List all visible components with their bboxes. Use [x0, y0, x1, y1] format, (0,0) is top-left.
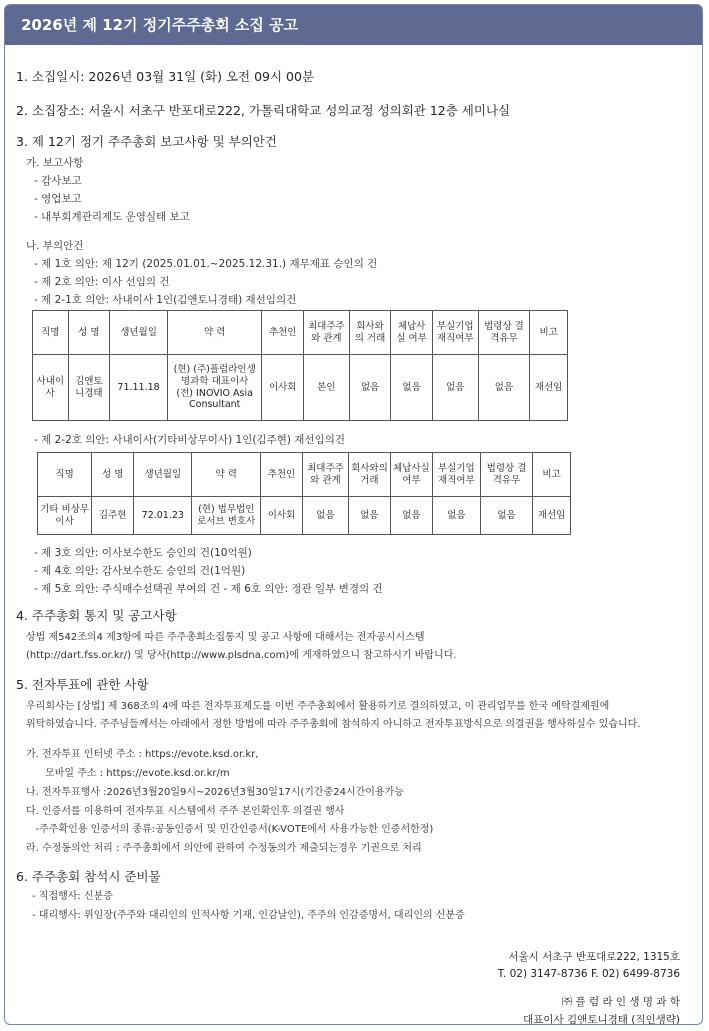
table-row [33, 355, 568, 421]
notice-line: (http://dart.fss.or.kr/) 및 당사(http://www.plsdna.com)에 게재하였으니 참고하시기 바랍니다. [26, 650, 457, 661]
evote-line: 위탁하였습니다. 주주님들께서는 아래에서 정한 방법에 따라 주주총회에 참석하지 아니하고 전자투표방식으로 의결권을 행사하실수 있습니다. [26, 719, 641, 730]
col-header: 부실기업 재직여부 [432, 453, 480, 497]
table-cell: 없음 [432, 355, 478, 421]
table-cell: 재선임 [533, 497, 571, 535]
preparation-item: - 직접행사: 신분증 [32, 891, 113, 902]
evote-item: 모바일 주소 : https://evote.ksd.or.kr/m [26, 768, 230, 779]
col-header: 체납사실 여부 [390, 453, 432, 497]
evote-item: 나. 전자투표행사 :2026년3월20일9시~2026년3월30일17시(기간중24시간이용가능 [26, 787, 404, 798]
col-header: 직명 [38, 453, 92, 497]
col-header: 생년월일 [134, 453, 192, 497]
report-item: - 내부회계관리제도 운영실태 보고 [34, 211, 190, 223]
company-address: 서울시 서초구 반포대로222, 1315호 [508, 951, 680, 963]
agenda-item: - 제 3호 의안: 이사보수한도 승인의 건(10억원) [34, 547, 252, 559]
item-evote-heading: 5. 전자투표에 관한 사항 [16, 677, 149, 692]
table-cell: 이사회 [262, 355, 304, 421]
col-header: 법령상 결격유무 [480, 453, 532, 497]
col-header: 약 력 [192, 453, 261, 497]
agenda-title: 나. 부의안건 [26, 240, 84, 252]
item-notice-heading: 4. 주주총회 통지 및 공고사항 [16, 608, 177, 623]
col-header: 비고 [530, 311, 568, 355]
table-cell: 재선임 [530, 355, 568, 421]
agenda-item: - 제 5호 의안: 주식매수선택권 부여의 건 - 제 6호 의안: 정관 일부 변경의 건 [34, 583, 383, 595]
table-cell: 기타 비상무 이사 [38, 497, 92, 535]
col-header: 추천인 [261, 453, 303, 497]
table-row [38, 497, 571, 535]
table-cell: 없음 [480, 497, 532, 535]
company-name: ㈜ 플 럼 라 인 생 명 과 학 [561, 996, 680, 1008]
notice-line: 상법 제542조의4 제3항에 따른 주주총회소집통지 및 공고 사항에 대해서는 전자공시시스템 [26, 632, 425, 643]
agenda-item: - 제 4호 의안: 감사보수한도 승인의 건(1억원) [34, 565, 246, 577]
table-cell: 71.11.18 [110, 355, 168, 421]
agenda-item: - 제 2-1호 의안: 사내이사 1인(김앤토니경태) 재선임의건 [34, 294, 297, 306]
col-header: 비고 [533, 453, 571, 497]
candidate-table-1 [32, 310, 568, 421]
table-cell: 김주현 [92, 497, 134, 535]
item-meeting-date: 1. 소집일시: 2026년 03월 31일 (화) 오전 09시 00분 [16, 69, 315, 84]
table-cell: 없음 [391, 355, 433, 421]
col-header: 약 력 [168, 311, 262, 355]
item-agenda-heading: 3. 제 12기 정기 주주총회 보고사항 및 부의안건 [16, 134, 277, 149]
agenda-item: - 제 1호 의안: 제 12기 (2025.01.01.~2025.12.31.) 재무제표 승인의 건 [34, 258, 378, 270]
table-cell: 김앤토니경태 [68, 355, 110, 421]
col-header: 생년월일 [110, 311, 168, 355]
evote-item: 가. 전자투표 인터넷 주소 : https://evote.ksd.or.kr, [26, 749, 259, 760]
table-cell: 없음 [390, 497, 432, 535]
table-cell: 없음 [348, 497, 390, 535]
col-header: 부실기업 재직여부 [432, 311, 478, 355]
table-cell: 없음 [478, 355, 530, 421]
table-cell: (현) (주)플럼라인생명과학 대표이사 (전) INOVIO Asia Consultant [168, 355, 262, 421]
agenda-item: - 제 2-2호 의안: 사내이사(기타비상무이사) 1인(김주현) 재선임의건 [34, 434, 345, 446]
evote-item: 다. 인증서를 이용하여 전자투표 시스템에서 주주 본인확인후 의결권 행사 [26, 806, 345, 817]
table-cell: 사내이사 [33, 355, 69, 421]
preparation-item: - 대리행사: 위임장(주주와 대리인의 인적사항 기재, 인감날인), 주주의 인감증명서, 대리인의 신분증 [32, 910, 465, 921]
table-cell: 본인 [304, 355, 350, 421]
col-header: 직명 [33, 311, 69, 355]
col-header: 법령상 결격유무 [478, 311, 530, 355]
company-ceo: 대표이사 김앤토니경태 (직인생략) [523, 1014, 680, 1025]
report-title: 가. 보고사항 [26, 157, 84, 169]
evote-item: 라. 수정동의안 처리 : 주주총회에서 의안에 관하여 수정동의가 제출되는경우 기권으로 처리 [26, 843, 422, 854]
col-header: 회사와의 거래 [348, 453, 390, 497]
notice-title: 2026년 제 12기 정기주주총회 소집 공고 [5, 5, 702, 45]
col-header: 최대주주와 관계 [302, 453, 348, 497]
item-meeting-place: 2. 소집장소: 서울시 서초구 반포대로222, 가톨릭대학교 성의교정 성의회관 12층 세미나실 [16, 103, 511, 118]
col-header: 체납사실 여부 [391, 311, 433, 355]
evote-line: 우리회사는 [상법] 제 368조의 4에 따른 전자투표제도를 이번 주주총회에서 활용하기로 결의하였고, 이 관리업무를 한국 예탁결제원에 [26, 701, 610, 712]
company-phone: T. 02) 3147-8736 F. 02) 6499-8736 [497, 968, 680, 980]
item-preparation-heading: 6. 주주총회 참석시 준비물 [16, 869, 161, 884]
table-cell: 없음 [432, 497, 480, 535]
table-cell: 없음 [349, 355, 391, 421]
table-cell: 72.01.23 [134, 497, 192, 535]
col-header: 추천인 [262, 311, 304, 355]
notice-frame [4, 4, 703, 1025]
evote-item: -주주확인용 인증서의 종류:공동인증서 및 민간인증서(K-VOTE에서 사용가능한 인증서한정) [26, 824, 434, 835]
table-cell: 없음 [302, 497, 348, 535]
agenda-item: - 제 2호 의안: 이사 선임의 건 [34, 276, 170, 288]
candidate-table-2 [37, 452, 571, 535]
col-header: 성 명 [92, 453, 134, 497]
col-header: 성 명 [68, 311, 110, 355]
report-item: - 감사보고 [34, 175, 82, 187]
col-header: 회사와의 거래 [349, 311, 391, 355]
col-header: 최대주주와 관계 [304, 311, 350, 355]
table-cell: 이사회 [261, 497, 303, 535]
table-cell: (현) 법무법인 로서브 변호사 [192, 497, 261, 535]
report-item: - 영업보고 [34, 193, 82, 205]
